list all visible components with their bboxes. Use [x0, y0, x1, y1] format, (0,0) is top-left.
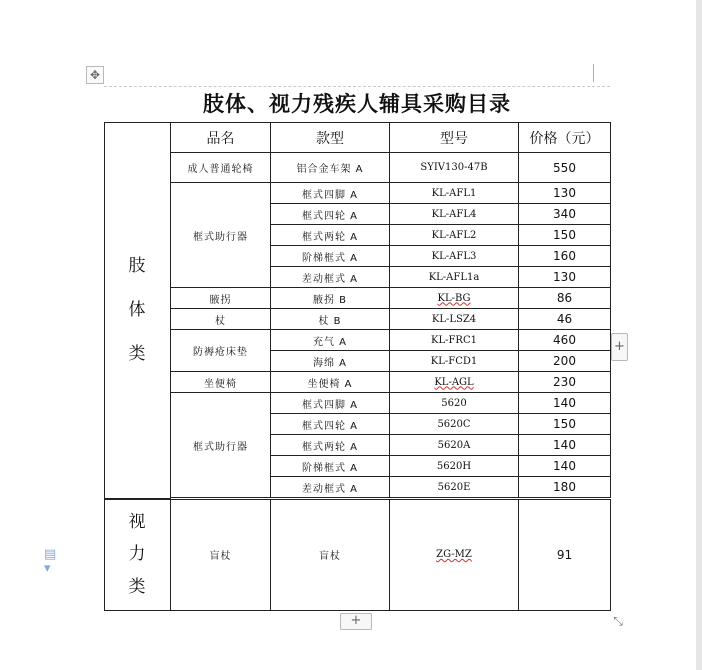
header-style: 款型: [271, 123, 390, 153]
table-row: [105, 372, 611, 393]
header-name: 品名: [171, 123, 271, 153]
price-cell: 230: [519, 372, 611, 393]
price-cell: 140: [519, 393, 611, 414]
category-char: 类: [128, 344, 147, 365]
group-name: 框式助行器: [171, 183, 271, 288]
table-row-vision: [105, 499, 611, 610]
style-cell: 杖 B: [271, 309, 390, 330]
style-cell: 坐便椅 A: [271, 372, 390, 393]
style-cell: 差动框式 A: [271, 477, 390, 498]
style-cell: 海绵 A: [271, 351, 390, 372]
spellcheck-underline: KL-BG: [437, 292, 471, 304]
category-char: 体: [128, 300, 147, 321]
group-name: 框式助行器: [171, 393, 271, 498]
price-cell: 340: [519, 204, 611, 225]
style-cell: 阶梯框式 A: [271, 246, 390, 267]
price-cell: 460: [519, 330, 611, 351]
price-cell: 140: [519, 435, 611, 456]
style-cell: 框式两轮 A: [271, 435, 390, 456]
group-name: 腋拐: [171, 288, 271, 309]
style-cell: 腋拐 B: [271, 288, 390, 309]
model-cell: [390, 288, 519, 309]
style-cell: 框式四脚 A: [271, 393, 390, 414]
table-resize-icon[interactable]: ⤡: [613, 614, 623, 628]
price-cell: 46: [519, 309, 611, 330]
style-cell: 框式四轮 A: [271, 414, 390, 435]
table-header-row: [105, 123, 611, 153]
group-name: 坐便椅: [171, 372, 271, 393]
model-cell: KL-AFL4: [390, 204, 519, 225]
model-cell: KL-AFL3: [390, 246, 519, 267]
model-cell: 5620E: [390, 477, 519, 498]
price-cell: 200: [519, 351, 611, 372]
price-cell: 91: [519, 499, 611, 610]
model-cell: [390, 372, 519, 393]
document-icon[interactable]: ▤ ▾: [44, 547, 57, 576]
model-cell: KL-FCD1: [390, 351, 519, 372]
model-cell: 5620C: [390, 414, 519, 435]
model-cell: 5620A: [390, 435, 519, 456]
table-row: [105, 330, 611, 351]
spellcheck-underline: KL-AGL: [434, 376, 474, 388]
style-cell: 框式两轮 A: [271, 225, 390, 246]
document-title: 肢体、视力残疾人辅具采购目录: [203, 92, 511, 116]
model-cell: SYIV130-47B: [390, 153, 519, 183]
style-cell: 充气 A: [271, 330, 390, 351]
catalog-table: [104, 122, 611, 611]
model-cell: 5620H: [390, 456, 519, 477]
group-name: 成人普通轮椅: [171, 153, 271, 183]
price-cell: 140: [519, 456, 611, 477]
spellcheck-underline: ZG-MZ: [436, 549, 472, 560]
price-cell: 86: [519, 288, 611, 309]
table-row: [105, 288, 611, 309]
price-cell: 160: [519, 246, 611, 267]
price-cell: 130: [519, 267, 611, 288]
vertical-scrollbar[interactable]: [696, 0, 702, 670]
style-cell: 差动框式 A: [271, 267, 390, 288]
add-row-button[interactable]: +: [340, 613, 372, 630]
group-name: 盲杖: [171, 499, 271, 610]
category-char: 视: [128, 512, 147, 533]
category-char: 肢: [128, 255, 147, 276]
group-name: 防褥疮床垫: [171, 330, 271, 372]
table-row: [105, 309, 611, 330]
price-cell: 180: [519, 477, 611, 498]
table-row: [105, 153, 611, 183]
style-cell: 盲杖: [271, 499, 390, 610]
model-cell: KL-LSZ4: [390, 309, 519, 330]
model-cell: KL-AFL1a: [390, 267, 519, 288]
price-cell: 550: [519, 153, 611, 183]
category-vision: [105, 499, 171, 610]
price-cell: 150: [519, 414, 611, 435]
category-char: 类: [128, 576, 147, 597]
model-cell: KL-AFL1: [390, 183, 519, 204]
category-limb: [105, 123, 171, 499]
add-column-button[interactable]: +: [611, 333, 628, 361]
model-cell: [390, 499, 519, 610]
style-cell: 铝合金车架 A: [271, 153, 390, 183]
header-model: 型号: [390, 123, 519, 153]
style-cell: 框式四轮 A: [271, 204, 390, 225]
table-move-handle-icon[interactable]: ✥: [86, 66, 104, 84]
model-cell: 5620: [390, 393, 519, 414]
style-cell: 阶梯框式 A: [271, 456, 390, 477]
category-char: 力: [128, 544, 147, 565]
table-row: [105, 183, 611, 204]
price-cell: 130: [519, 183, 611, 204]
model-cell: KL-FRC1: [390, 330, 519, 351]
group-name: 杖: [171, 309, 271, 330]
price-cell: 150: [519, 225, 611, 246]
table-row: [105, 393, 611, 414]
model-cell: KL-AFL2: [390, 225, 519, 246]
header-price: 价格（元）: [519, 123, 611, 153]
style-cell: 框式四脚 A: [271, 183, 390, 204]
page-margin-mark: [593, 64, 594, 82]
